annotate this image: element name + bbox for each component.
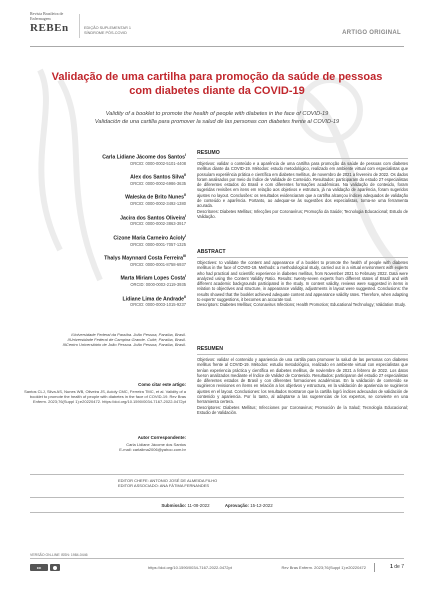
author-orcid[interactable]: ORCID: 0000-0002-6986-3635 [130, 180, 186, 186]
editor-associate: EDITOR ASSOCIADO: ANA FÁTIMA FERNANDES [118, 483, 210, 489]
author-name-line [36, 253, 186, 262]
correspondence-heading: Autor Correspondente: [137, 435, 186, 440]
page-total: de 7 [394, 564, 404, 570]
author-entry [36, 233, 186, 247]
author-name-line [36, 152, 186, 161]
author-name: Waleska de Brito Nunes [125, 195, 185, 202]
author-name: Carla Lidiane Jácome dos Santos [102, 154, 186, 161]
correspondence-email[interactable]: E-mail: carlalima2006@yahoo.com.br [119, 447, 186, 453]
author-name-line [36, 213, 186, 222]
author-name: Thalys Maynnard Costa Ferreira [104, 255, 184, 262]
abstract-text: Objectives: to validate the content and appearance of a booklet to promote the health of people with diabetes mellitus in the face of COVID-19. Methods: a methodological study, carried out in a virtual environment with experts who had practical and scientific experience in diabetes mellitus, from November 2021 to February 2022. Data were analyzed using the Content Validity Ratio. Results: twenty-seven experts from different states of Brazil and with different academic backgrounds participated in the study. In content validity, reviews were suggested in items in relation to objectives and structure, in appearance validity, adjustments in layout were suggested. Conclusions: the results showed that the booklet achieved adequate content and appearance validity rates. Therefore, when adapting to experts' suggestions, it becomes an accurate tool. [197, 260, 408, 303]
author-affiliation-mark: I [185, 274, 186, 279]
author-orcid[interactable]: ORCID: 0000-0001-8758-6937 [130, 261, 186, 267]
section-divider [197, 158, 408, 159]
submitted-label: Submissão: [161, 503, 187, 508]
author-name-line [36, 233, 186, 242]
approved-label: Aprovação: [224, 503, 249, 508]
translated-titles [40, 110, 394, 126]
author-name-line [36, 294, 186, 303]
footer-divider [30, 558, 404, 559]
author-entry [36, 273, 186, 287]
page-number [374, 563, 404, 572]
resumen-heading: RESUMEN [197, 346, 223, 352]
supplement-label [84, 26, 131, 35]
supplement-line-2: SÍNDROME PÓS-COVID [84, 30, 127, 35]
author-affiliation-mark: I [185, 153, 186, 157]
author-entry [36, 253, 186, 267]
author-name: Jacira dos Santos Oliveira [120, 215, 186, 222]
editors-divider [30, 474, 404, 475]
author-name: Alex dos Santos Silva [130, 174, 185, 181]
cc-license-icon[interactable]: cc [30, 564, 48, 571]
journal-citation: Rev Bras Enferm. 2023;76(Suppl 1):e20220472 [281, 565, 366, 570]
affiliation-1: IUniversidade Federal da Paraíba. João Pessoa, Paraíba, Brasil. [71, 332, 186, 337]
author-affiliation-mark: I [185, 213, 186, 218]
logo-divider [79, 14, 80, 38]
author-affiliation-mark: III [183, 254, 186, 259]
approved-date: 15-12-2022 [250, 503, 273, 508]
section-divider [197, 354, 408, 355]
cite-text[interactable]: Santos CLJ, Silva AS, Nunes WB, Oliveira JS, Acioly CMC, Ferreira TMC, et al. Validity of a booklet to promote the health of people with diabetes in the face of COVID-19. Rev Bras Enferm. 2023;76(Suppl 1):e20220472. https://doi.org/10.1590/0034-7167-2022-0472pt [24, 389, 186, 405]
author-orcid[interactable]: ORCID: 0000-0002-3492-1380 [130, 201, 186, 207]
author-name: Lidiane Lima de Andrade [122, 296, 185, 303]
abstract-descriptors: Descriptors: Diabetes Mellitus; Coronavirus Infections; Health Promotion; Educational Technology; Validation Study. [197, 302, 406, 308]
affiliations [16, 332, 186, 348]
correspondence-info [16, 442, 186, 452]
cite-heading: Como citar este artigo: [138, 382, 186, 387]
resumo-heading: RESUMO [197, 150, 220, 156]
author-name-line [36, 192, 186, 201]
section-divider [197, 257, 408, 258]
title-spanish: Validación de una cartilla para promover la salud de las personas con diabetes frente al COVID-19 [94, 119, 340, 125]
dates-bottom-divider [30, 512, 404, 513]
author-orcid[interactable]: ORCID: 0000-0002-3863-3917 [130, 221, 186, 227]
author-orcid[interactable]: ORCID: 0000-0002-2119-3935 [130, 282, 186, 288]
header-divider [30, 46, 404, 47]
resumen-text: Objetivos: validar el contenido y apariencia de una cartilla para promover la salud de las personas con diabetes mellitus frente al COVID-19. Métodos: estudio metodológico, realizado en ambiente virtual con especialistas que tenían experiencia práctica y científica en diabetes mellitus, de noviembre de 2021 a febrero de 2022. Los datos fueron analizados mediante el Índice de Validez de Contenido. Resultados: participaron del estudio 27 especialistas de diferentes estados de Brasil y con diferentes formaciones académicas. En la validación de contenido se sugirieron revisiones en ítems en relación a los objetivos y estructura, en la validación de apariencia se sugirieron ajustes en el layout. Conclusiones: los resultados mostraron que la cartilla logró índices adecuados de validación de contenido y apariencia. Por lo tanto, al adaptarse a las sugerencias de los expertos, se convierte en una herramienta certera. [197, 357, 408, 405]
title-english: Validity of a booklet to promote the health of people with diabetes in the face of COVID-19 [105, 111, 329, 117]
author-name: Marta Miriam Lopes Costa [120, 276, 186, 283]
editor-chief: EDITOR CHEFE: ANTONIO JOSÉ DE ALMEIDA FILHO [118, 478, 218, 483]
author-entry [36, 213, 186, 227]
author-affiliation-mark: II [184, 193, 186, 198]
cc-by-icon[interactable] [50, 564, 60, 571]
resumo-descritores: Descritores: Diabetes Mellitus; Infecções por Coronavírus; Promoção da Saúde; Tecnologia Educacional; Estudo de Validação. [197, 208, 408, 219]
dates-divider [30, 497, 404, 498]
author-name: Cizone Maria Carneiro Acioly [113, 235, 186, 242]
author-affiliation-mark: II [184, 294, 186, 299]
logo-reben: REBEn [30, 22, 69, 35]
journal-header [0, 0, 434, 46]
page-footer [30, 563, 404, 573]
journal-logo [30, 12, 76, 34]
submission-dates [0, 503, 434, 508]
affiliation-2: IIUniversidade Federal de Campina Grande. Cuité, Paraíba, Brasil. [67, 337, 186, 343]
article-title: Validação de uma cartilha para promoção da saúde de pessoas com diabetes diante da COVID-19 [51, 71, 383, 97]
resumen-section [197, 346, 408, 415]
resumo-section [197, 150, 408, 219]
author-entry [36, 172, 186, 186]
author-entry [36, 152, 186, 166]
correspondence-name: Carla Lidiane Jácome dos Santos [126, 442, 186, 447]
page-current: 1 [390, 564, 393, 570]
doi-link[interactable]: https://doi.org/10.1590/0034-7167-2022-0472pt [148, 565, 232, 570]
author-orcid[interactable]: ORCID: 0000-0001-7057-1325 [130, 241, 186, 247]
author-name-line [36, 273, 186, 282]
supplement-line-1: EDIÇÃO SUPLEMENTAR 1 [84, 26, 131, 30]
author-orcid[interactable]: ORCID: 0000-0002-5101-4408 [130, 160, 186, 166]
issn: VERSÃO ON-LINE ISSN: 1984-0446 [30, 553, 88, 557]
author-entry [36, 192, 186, 206]
abstract-heading: ABSTRACT [197, 249, 226, 255]
submitted-date: 11-08-2022 [187, 503, 210, 508]
affiliation-3: IIICentro Universitário de João Pessoa. João Pessoa, Paraíba, Brasil. [62, 342, 186, 348]
editors [118, 478, 298, 488]
author-name-line [36, 172, 186, 181]
author-list [36, 152, 186, 314]
abstract-section [197, 249, 408, 308]
resumen-descriptores: Descriptores: Diabetes Mellitus; Infecciones por Coronavirus; Promoción de la Salud; Tecnología Educacional; Estudio de Validación. [197, 404, 408, 415]
resumo-text: Objetivos: validar o conteúdo e a aparência de uma cartilha para promoção da saúde de pessoas com diabetes mellitus diante da COVID-19. Métodos: estudo metodológico, realizado em ambiente virtual com especialistas que possuíam experiência prática e científica em diabetes mellitus, de novembro de 2021 a fevereiro de 2022. Os dados foram analisados por meio do Índice de Validade de Conteúdo. Resultados: participaram do estudo 27 especialistas de diferentes estados do Brasil e com diferentes formações acadêmicas. Na validação de conteúdo, foram sugeridas revisões em itens em relação aos objetivos e estrutura, já na validação de aparência, foram sugeridos ajustes no layout. Conclusões: os resultados evidenciaram que a cartilha alcançou índices adequados de validação de conteúdo e aparência. Portanto, ao adequar-se às sugestões dos especialistas, torna-se uma ferramenta acurada. [197, 161, 408, 209]
author-affiliation-mark: I [185, 233, 186, 238]
author-entry [36, 294, 186, 308]
author-orcid[interactable]: ORCID: 0000-0003-1015-9237 [130, 302, 186, 308]
author-affiliation-mark: II [184, 173, 186, 178]
logo-small-text: Revista Brasileira de Enfermagem [30, 11, 64, 21]
article-type: ARTIGO ORIGINAL [342, 30, 401, 36]
